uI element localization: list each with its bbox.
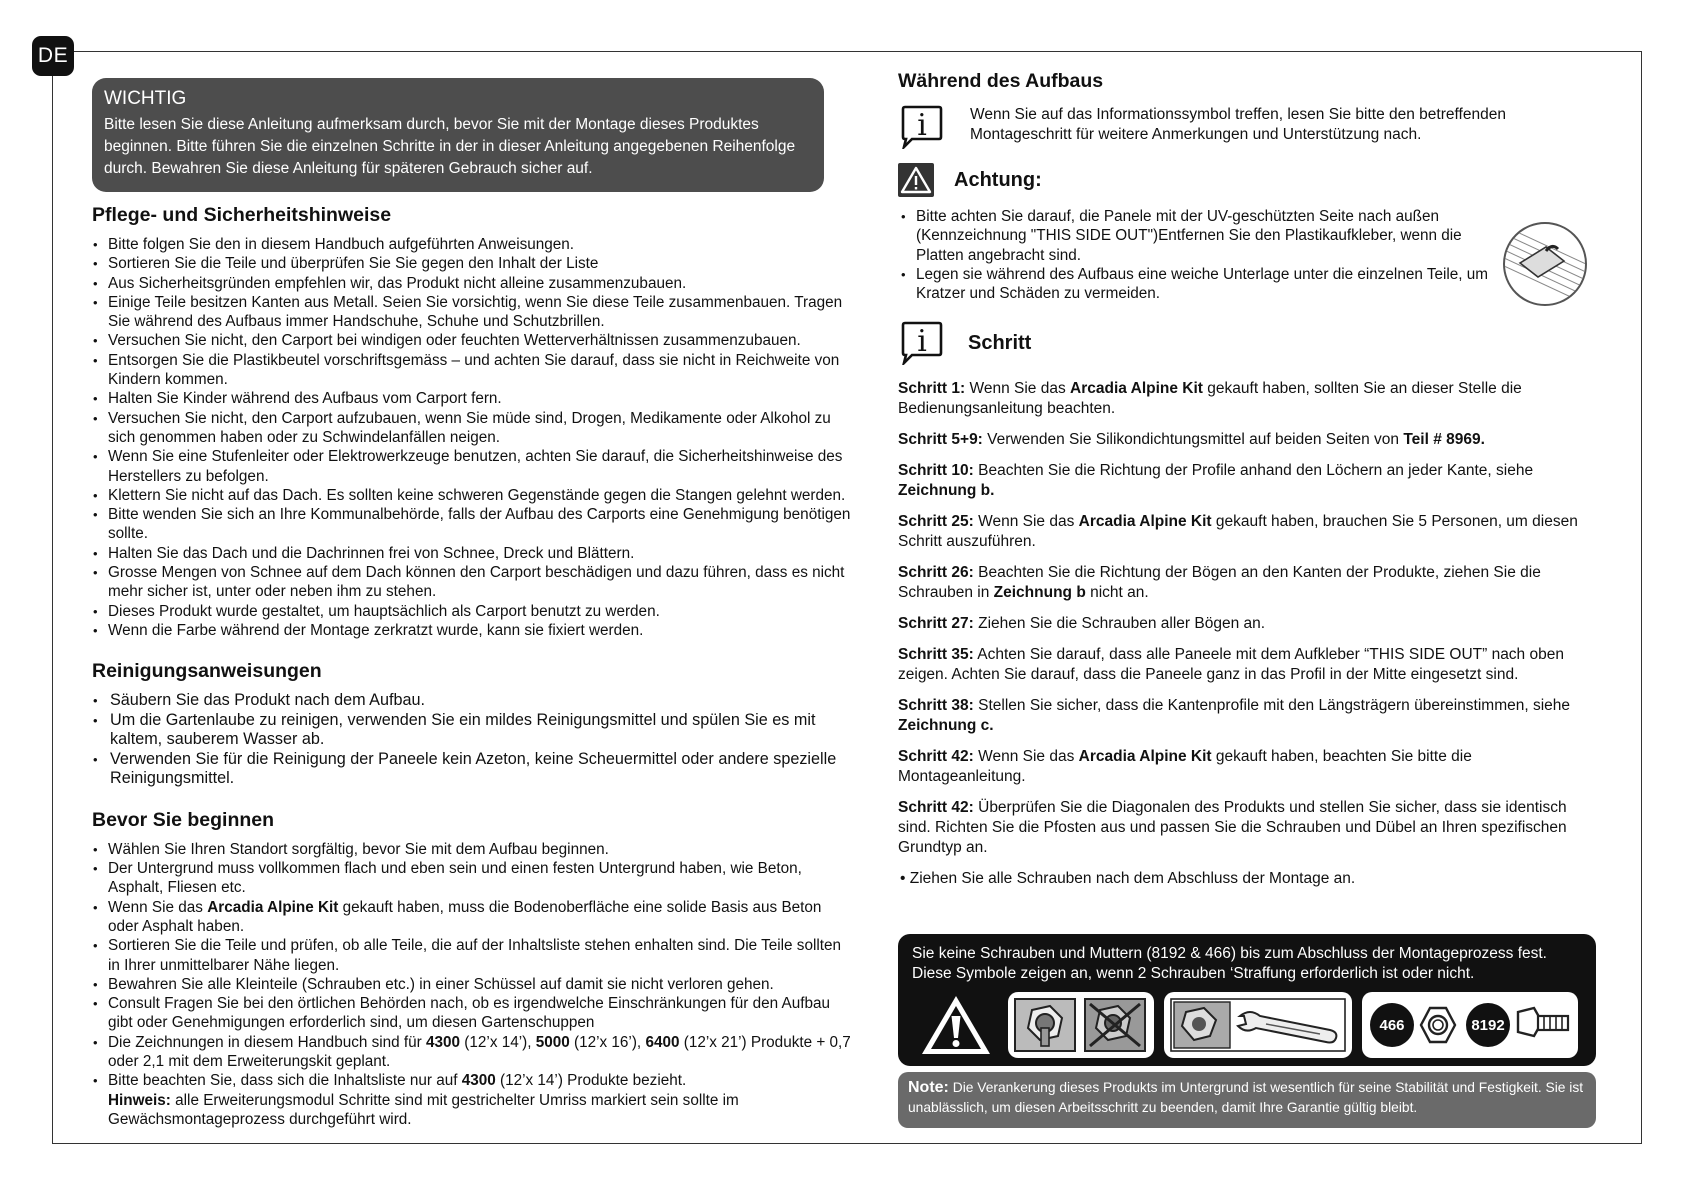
step-label: Schritt 1: (898, 380, 966, 398)
text: gekauft haben, muss die Bodenoberfläche eine solide Basis aus Beton oder Asphalt haben. (108, 898, 822, 935)
text: (12’x 14’), (460, 1033, 536, 1051)
steps-title: Schritt (968, 331, 1032, 354)
info-icon (898, 321, 944, 365)
svg-text:i: i (917, 324, 927, 360)
text: gekauft haben, brauchen Sie 5 Personen, um diesen Schritt auszuführen. (898, 513, 1578, 551)
list-item: • Bitte folgen Sie den in diesem Handbuch aufgeführten Anweisungen. (90, 235, 856, 254)
list-item (90, 898, 856, 937)
text: (12’x 14’) Produkte bezieht. (495, 1072, 687, 1090)
step-label: Schritt 5+9: (898, 431, 983, 449)
cleaning-list (90, 691, 856, 789)
note-text: Die Verankerung dieses Produkts im Untergrund ist wesentlich für seine Stabilität und Festigkeit. Sie ist unablässlich, um diesen Arbeitsschritt zu beenden, damit Ihre Garantie gültig bleibt. (908, 1080, 1584, 1115)
screw-warning-text: Sie keine Schrauben und Muttern (8192 & 466) bis zum Abschluss der Montageprozess fest. Diese Symbole zeigen an, wenn 2 Schrauben ‘Straffung erforderlich ist oder nicht. (912, 945, 1547, 982)
caution-list (898, 207, 1494, 303)
hint-label: Hinweis: (108, 1091, 171, 1109)
model-number: 5000 (535, 1033, 570, 1051)
bolt-symbols-card (1008, 992, 1154, 1058)
text: Beachten Sie die Richtung der Bögen an den Kanten der Produkte, ziehen Sie die Schrauben in (898, 564, 1541, 602)
text: Bitte beachten Sie, dass sich die Inhaltsliste nur auf (108, 1072, 462, 1090)
step-item (898, 430, 1588, 450)
svg-text:i: i (917, 108, 927, 143)
note-box (898, 1072, 1596, 1128)
drawing-ref: Zeichnung b. (898, 482, 995, 500)
list-item: • Der Untergrund muss vollkommen flach und eben sein und einen festen Untergrund haben, wie Beton, Asphalt, Fliesen etc. (90, 859, 856, 898)
text: Stellen Sie sicher, dass die Kantenprofile mit den Längsträgern übereinstimmen, siehe (973, 697, 1571, 715)
step-item (898, 798, 1588, 858)
list-item: • Legen sie während des Aufbaus eine weiche Unterlage unter die einzelnen Teile, um Kratzer und Schäden zu vermeiden. (898, 265, 1494, 304)
before-list (90, 840, 856, 1129)
step-item (898, 379, 1588, 419)
step-label: Schritt 38: (898, 697, 974, 715)
step-item (898, 696, 1588, 736)
list-item: • Verwenden Sie für die Reinigung der Paneele kein Azeton, keine Scheuermittel oder andere spezielle Reinigungsmittel. (90, 750, 856, 789)
list-item: • Sortieren Sie die Teile und überprüfen Sie Sie gegen den Inhalt der Liste (90, 254, 856, 273)
bolt-loose-icon (1084, 998, 1146, 1052)
text: alle Erweiterungsmodul Schritte sind mit gestrichelter Umriss markiert sein sollte im Gewächsmontageprozess durchgeführt wird. (108, 1091, 739, 1128)
list-item: • Bitte wenden Sie sich an Ihre Kommunalbehörde, falls der Aufbau des Carports eine Genehmigung benötigen sollte. (90, 505, 856, 544)
list-item: • Um die Gartenlaube zu reinigen, verwenden Sie ein mildes Reinigungsmittel und spülen Sie es mit kaltem, sauberem Wasser ab. (90, 711, 856, 750)
panel-sticker-illustration (1502, 221, 1588, 307)
list-item: • Consult Fragen Sie bei den örtlichen Behörden nach, ob es irgendwelche Einschränkungen für den Aufbau gibt oder Genehmigungen erforderlich sind, um diesen Gartenschuppen (90, 994, 856, 1033)
list-item: • Dieses Produkt wurde gestaltet, um hauptsächlich als Carport benutzt zu werden. (90, 602, 856, 621)
list-item: • Grosse Mengen von Schnee auf dem Dach können den Carport beschädigen und dazu führen, dass es nicht mehr sicher ist, unter oder neben ihm zu stehen. (90, 563, 856, 602)
step-item (898, 563, 1588, 603)
care-heading: Pflege- und Sicherheitshinweise (92, 204, 392, 226)
screw-icon (1514, 1002, 1572, 1048)
important-box (92, 78, 824, 192)
step-label: Schritt 27: (898, 615, 974, 633)
wrench-symbol-card (1164, 992, 1352, 1058)
list-item: • Bitte achten Sie darauf, die Panele mit der UV-geschützten Seite nach außen (Kennzeichnung "THIS SIDE OUT")Entfernen Sie den Plastikaufkleber, wenn die Platten angebracht sind. (898, 207, 1494, 265)
language-badge: DE (32, 36, 74, 76)
final-step: • Ziehen Sie alle Schrauben nach dem Abschluss der Montage an. (900, 870, 1356, 888)
symbol-row (918, 992, 1578, 1058)
screw-warning-box (898, 934, 1596, 1066)
text: Wenn Sie das (973, 513, 1079, 531)
list-item: • Sortieren Sie die Teile und prüfen, ob alle Teile, die auf der Inhaltsliste stehen enhalten sind. Die Teile sollten in Ihrer unmittelbarer Nähe liegen. (90, 936, 856, 975)
text: (12’x 21’) Produkte + 0,7 oder 2,1 mit dem Erweiterungskit geplant. (108, 1033, 851, 1070)
text: gekauft haben, beachten Sie bitte die Montageanleitung. (898, 748, 1472, 786)
step-item (898, 747, 1588, 787)
list-item: • Entsorgen Sie die Plastikbeutel vorschriftsgemäss – und achten Sie darauf, dass sie nicht in Reichweite von Kindern kommen. (90, 351, 856, 390)
list-item: • Wählen Sie Ihren Standort sorgfältig, bevor Sie mit dem Aufbau beginnen. (90, 840, 856, 859)
model-number: 4300 (461, 1072, 496, 1090)
list-item: • Versuchen Sie nicht, den Carport aufzubauen, wenn Sie müde sind, Drogen, Medikamente oder Alkohol zu sich genommen haben oder zu Schwindelanfällen neigen. (90, 409, 856, 448)
text: gekauft haben, sollten Sie an dieser Stelle die Bedienungsanleitung beachten. (898, 380, 1522, 418)
part-badge-8192: 8192 (1466, 1003, 1510, 1047)
text: Wenn Sie das (108, 898, 208, 916)
step-item (898, 461, 1588, 501)
list-item (90, 1033, 856, 1072)
warning-triangle-icon (918, 992, 994, 1058)
list-item: • Aus Sicherheitsgründen empfehlen wir, das Produkt nicht alleine zusammenzubauen. (90, 274, 856, 293)
left-column (90, 78, 856, 1129)
caution-section (898, 207, 1600, 303)
list-item: • Klettern Sie nicht auf das Dach. Es sollten keine schweren Gegenstände gegen die Stangen gelehnt werden. (90, 486, 856, 505)
part-number: Teil # 8969. (1403, 431, 1485, 449)
note-label: Note: (908, 1079, 949, 1096)
bolt-tight-icon (1014, 998, 1076, 1052)
step-label: Schritt 35: (898, 646, 974, 664)
text: Überprüfen Sie die Diagonalen des Produkts und stellen Sie sicher, dass sie identisch sind. Richten Sie die Pfosten aus und passen Sie die Schrauben und Dübel an Ihren spezifischen Grundtyp an. (898, 799, 1567, 857)
step-label: Schritt 42: (898, 799, 974, 817)
product-name: Arcadia Alpine Kit (1070, 380, 1203, 398)
step-label: Schritt 26: (898, 564, 974, 582)
step-item (898, 614, 1588, 634)
list-item: • Versuchen Sie nicht, den Carport bei windigen oder feuchten Wetterverhältnissen zusammenzubauen. (90, 331, 856, 350)
right-column (898, 70, 1600, 889)
during-heading: Während des Aufbaus (898, 70, 1104, 92)
part-numbers-card (1362, 992, 1578, 1058)
important-text: Bitte lesen Sie diese Anleitung aufmerksam durch, bevor Sie mit der Montage dieses Produktes beginnen. Bitte führen Sie die einzelnen Schritte in der in dieser Anleitung angegebenen Reihenfolge durch. Bewahren Sie diese Anleitung für späteren Gebrauch sicher auf. (104, 116, 796, 177)
step-label: Schritt 42: (898, 748, 974, 766)
list-item: • Säubern Sie das Produkt nach dem Aufbau. (90, 691, 856, 711)
list-item: • Wenn Sie eine Stufenleiter oder Elektrowerkzeuge benutzen, achten Sie darauf, die Sicherheitshinweise des Herstellers zu befolgen. (90, 447, 856, 486)
caution-header (898, 163, 1600, 197)
list-item: • Einige Teile besitzen Kanten aus Metall. Seien Sie vorsichtig, wenn Sie diese Teile zusammenbauen. Tragen Sie während des Aufbaus immer Handschuhe, Schuhe und Schutzbrillen. (90, 293, 856, 332)
care-list (90, 235, 856, 640)
cleaning-heading: Reinigungsanweisungen (92, 660, 322, 683)
text: (12’x 16’), (569, 1033, 646, 1051)
info-text: Wenn Sie auf das Informationssymbol treffen, lesen Sie bitte den betreffenden Montageschritt für weitere Anmerkungen und Unterstützung nach. (970, 106, 1506, 143)
nut-icon (1418, 1005, 1458, 1045)
text: Verwenden Sie Silikondichtungsmittel auf beiden Seiten von (982, 431, 1404, 449)
warning-triangle-icon (898, 163, 934, 197)
list-item: • Halten Sie das Dach und die Dachrinnen frei von Schnee, Dreck und Blättern. (90, 544, 856, 563)
text: Wenn Sie das (965, 380, 1071, 398)
text: Achten Sie darauf, dass alle Paneele mit dem Aufkleber “THIS SIDE OUT” nach oben zeigen. Achten Sie darauf, dass die Paneele ganz in das Profil in der Mitte eingesetzt sind. (898, 646, 1564, 684)
caution-title: Achtung: (954, 168, 1042, 191)
drawing-ref: Zeichnung c. (898, 717, 994, 735)
product-name: Arcadia Alpine Kit (1078, 513, 1212, 531)
model-number: 6400 (645, 1033, 680, 1051)
list-item: • Bewahren Sie alle Kleinteile (Schrauben etc.) in einer Schüssel auf damit sie nicht verloren gehen. (90, 975, 856, 994)
product-name: Arcadia Alpine Kit (207, 898, 339, 916)
text: Wenn Sie das (973, 748, 1079, 766)
list-item: • Wenn die Farbe während der Montage zerkratzt wurde, kann sie fixiert werden. (90, 621, 856, 640)
info-icon (898, 105, 944, 149)
step-item (898, 645, 1588, 685)
wrench-icon (1170, 998, 1346, 1052)
model-number: 4300 (426, 1033, 461, 1051)
part-badge-466: 466 (1370, 1003, 1414, 1047)
step-label: Schritt 10: (898, 462, 974, 480)
text: Beachten Sie die Richtung der Profile anhand den Löchern an jeder Kante, siehe (973, 462, 1534, 480)
list-item: • Halten Sie Kinder während des Aufbaus vom Carport fern. (90, 389, 856, 408)
before-heading: Bevor Sie beginnen (92, 808, 275, 831)
list-item (90, 1071, 856, 1129)
important-title: WICHTIG (104, 88, 187, 109)
step-label: Schritt 25: (898, 513, 974, 531)
drawing-ref: Zeichnung b (993, 584, 1086, 602)
step-item (898, 512, 1588, 552)
info-row (898, 105, 1600, 149)
text: nicht an. (1085, 584, 1149, 602)
text: Die Zeichnungen in diesem Handbuch sind für (108, 1033, 427, 1051)
product-name: Arcadia Alpine Kit (1078, 748, 1212, 766)
text: Ziehen Sie die Schrauben aller Bögen an. (973, 615, 1266, 633)
steps-header (898, 321, 1600, 365)
